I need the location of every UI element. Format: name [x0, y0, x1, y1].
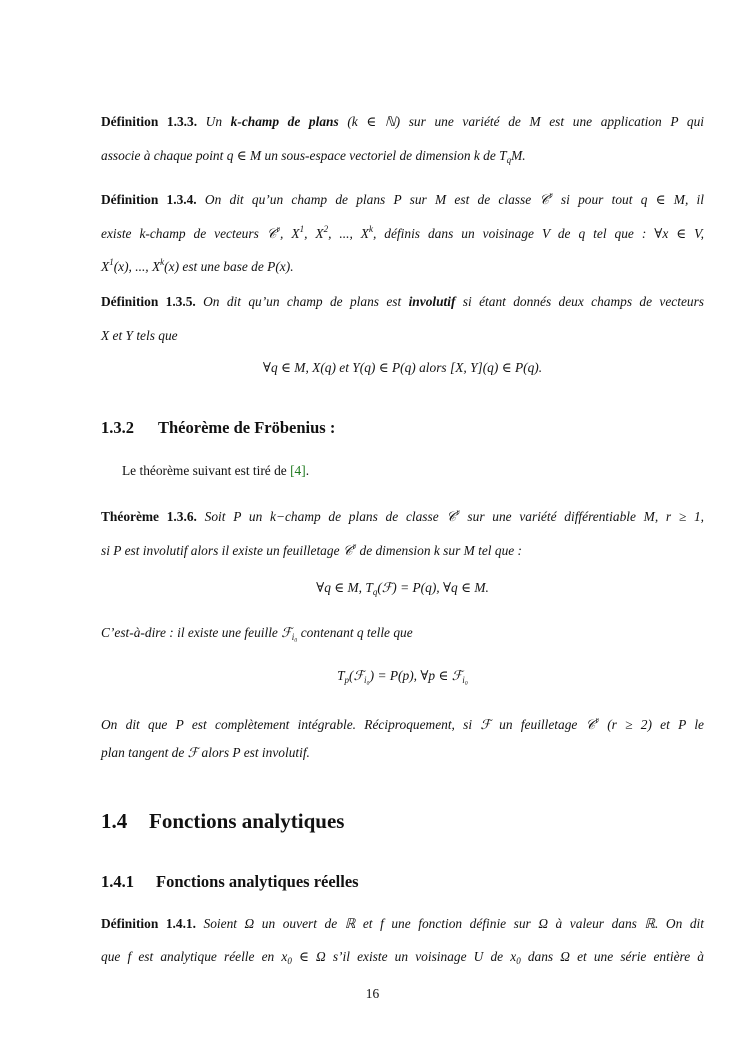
intro-sentence: Le théorème suivant est tiré de [4].: [122, 463, 310, 478]
definition-label: Définition 1.3.5.: [101, 294, 196, 309]
theorem-1-3-6-line-4: On dit que P est complètement intégrable. Réciproquement, si ℱ un feuilletage 𝒞$^r$ (r ≥ 2) et P le: [101, 715, 704, 732]
definition-1-3-3-line-1: Définition 1.3.3. Un k-champ de plans (k ∈ ℕ) sur une variété de M est une application P qui: [101, 114, 704, 129]
definition-1-3-5-line-1: Définition 1.3.5. On dit qu’un champ de plans est involutif si étant donnés deux champs de vecteurs: [101, 294, 705, 309]
definition-label: Définition 1.4.1.: [101, 916, 196, 931]
theorem-1-3-6-line-5: plan tangent de ℱ alors P est involutif.: [101, 745, 310, 760]
definition-1-3-4-line-1: Définition 1.3.4. On dit qu’un champ de plans P sur M est de classe 𝒞$^r$ si pour tout q ∈ M, il: [101, 190, 704, 207]
page-number: 16: [365, 986, 380, 1001]
definition-1-3-5-line-2: X et Y tels que: [101, 328, 178, 343]
involutive-formula: ∀q ∈ M, X(q) et Y(q) ∈ P(q) alors [X, Y](q) ∈ P(q).: [262, 360, 543, 375]
definition-1-3-3-line-2: associe à chaque point q ∈ M un sous-espace vectoriel de dimension k de $T_qM$.: [101, 148, 526, 165]
definition-1-3-4-line-2: existe k-champ de vecteurs 𝒞$^r$, $X^1$, $X^2$, ..., $X^k$, définis dans un voisinage V de q tel que : ∀x ∈ V,: [101, 224, 704, 241]
definition-1-4-1-line-1: Définition 1.4.1. Soient Ω un ouvert de ℝ et f une fonction définie sur Ω à valeur dans ℝ. On dit: [101, 916, 704, 931]
section-heading-1-4: 1.4 Fonctions analytiques: [101, 809, 345, 833]
theorem-1-3-6-line-3: C’est-à-dire : il existe une feuille ℱ$_{i_0}$ contenant q telle que: [101, 625, 413, 642]
section-heading-1-3-2: 1.3.2 Théorème de Fröbenius :: [101, 418, 336, 437]
frobenius-formula: ∀q ∈ M, $T_q(ℱ) = P(q)$, ∀q ∈ M.: [316, 580, 489, 597]
definition-1-3-4-line-3: $X^1(x)$, ..., $X^k(x)$ est une base de P(x).: [101, 257, 294, 274]
theorem-1-3-6-line-1: Théorème 1.3.6. Soit P un k−champ de plans de classe 𝒞$^r$ sur une variété différentiable M, r ≥ 1,: [101, 507, 704, 524]
section-heading-1-4-1: 1.4.1 Fonctions analytiques réelles: [101, 872, 359, 891]
definition-label: Définition 1.3.4.: [101, 192, 197, 207]
definition-label: Définition 1.3.3.: [101, 114, 198, 129]
definition-1-4-1-line-2: que f est analytique réelle en $x_0$ ∈ Ω s’il existe un voisinage U de $x_0$ dans Ω et une série entière à: [101, 949, 705, 966]
theorem-label: Théorème 1.3.6.: [101, 509, 197, 524]
theorem-1-3-6-line-2: si P est involutif alors il existe un feuilletage 𝒞$^r$ de dimension k sur M tel que :: [101, 541, 523, 558]
citation-link[interactable]: [4]: [290, 463, 306, 478]
leaf-formula: $T_p(ℱ_{i_0}) = P(p)$, ∀p ∈ ℱ$_{i_0}$: [337, 668, 468, 685]
